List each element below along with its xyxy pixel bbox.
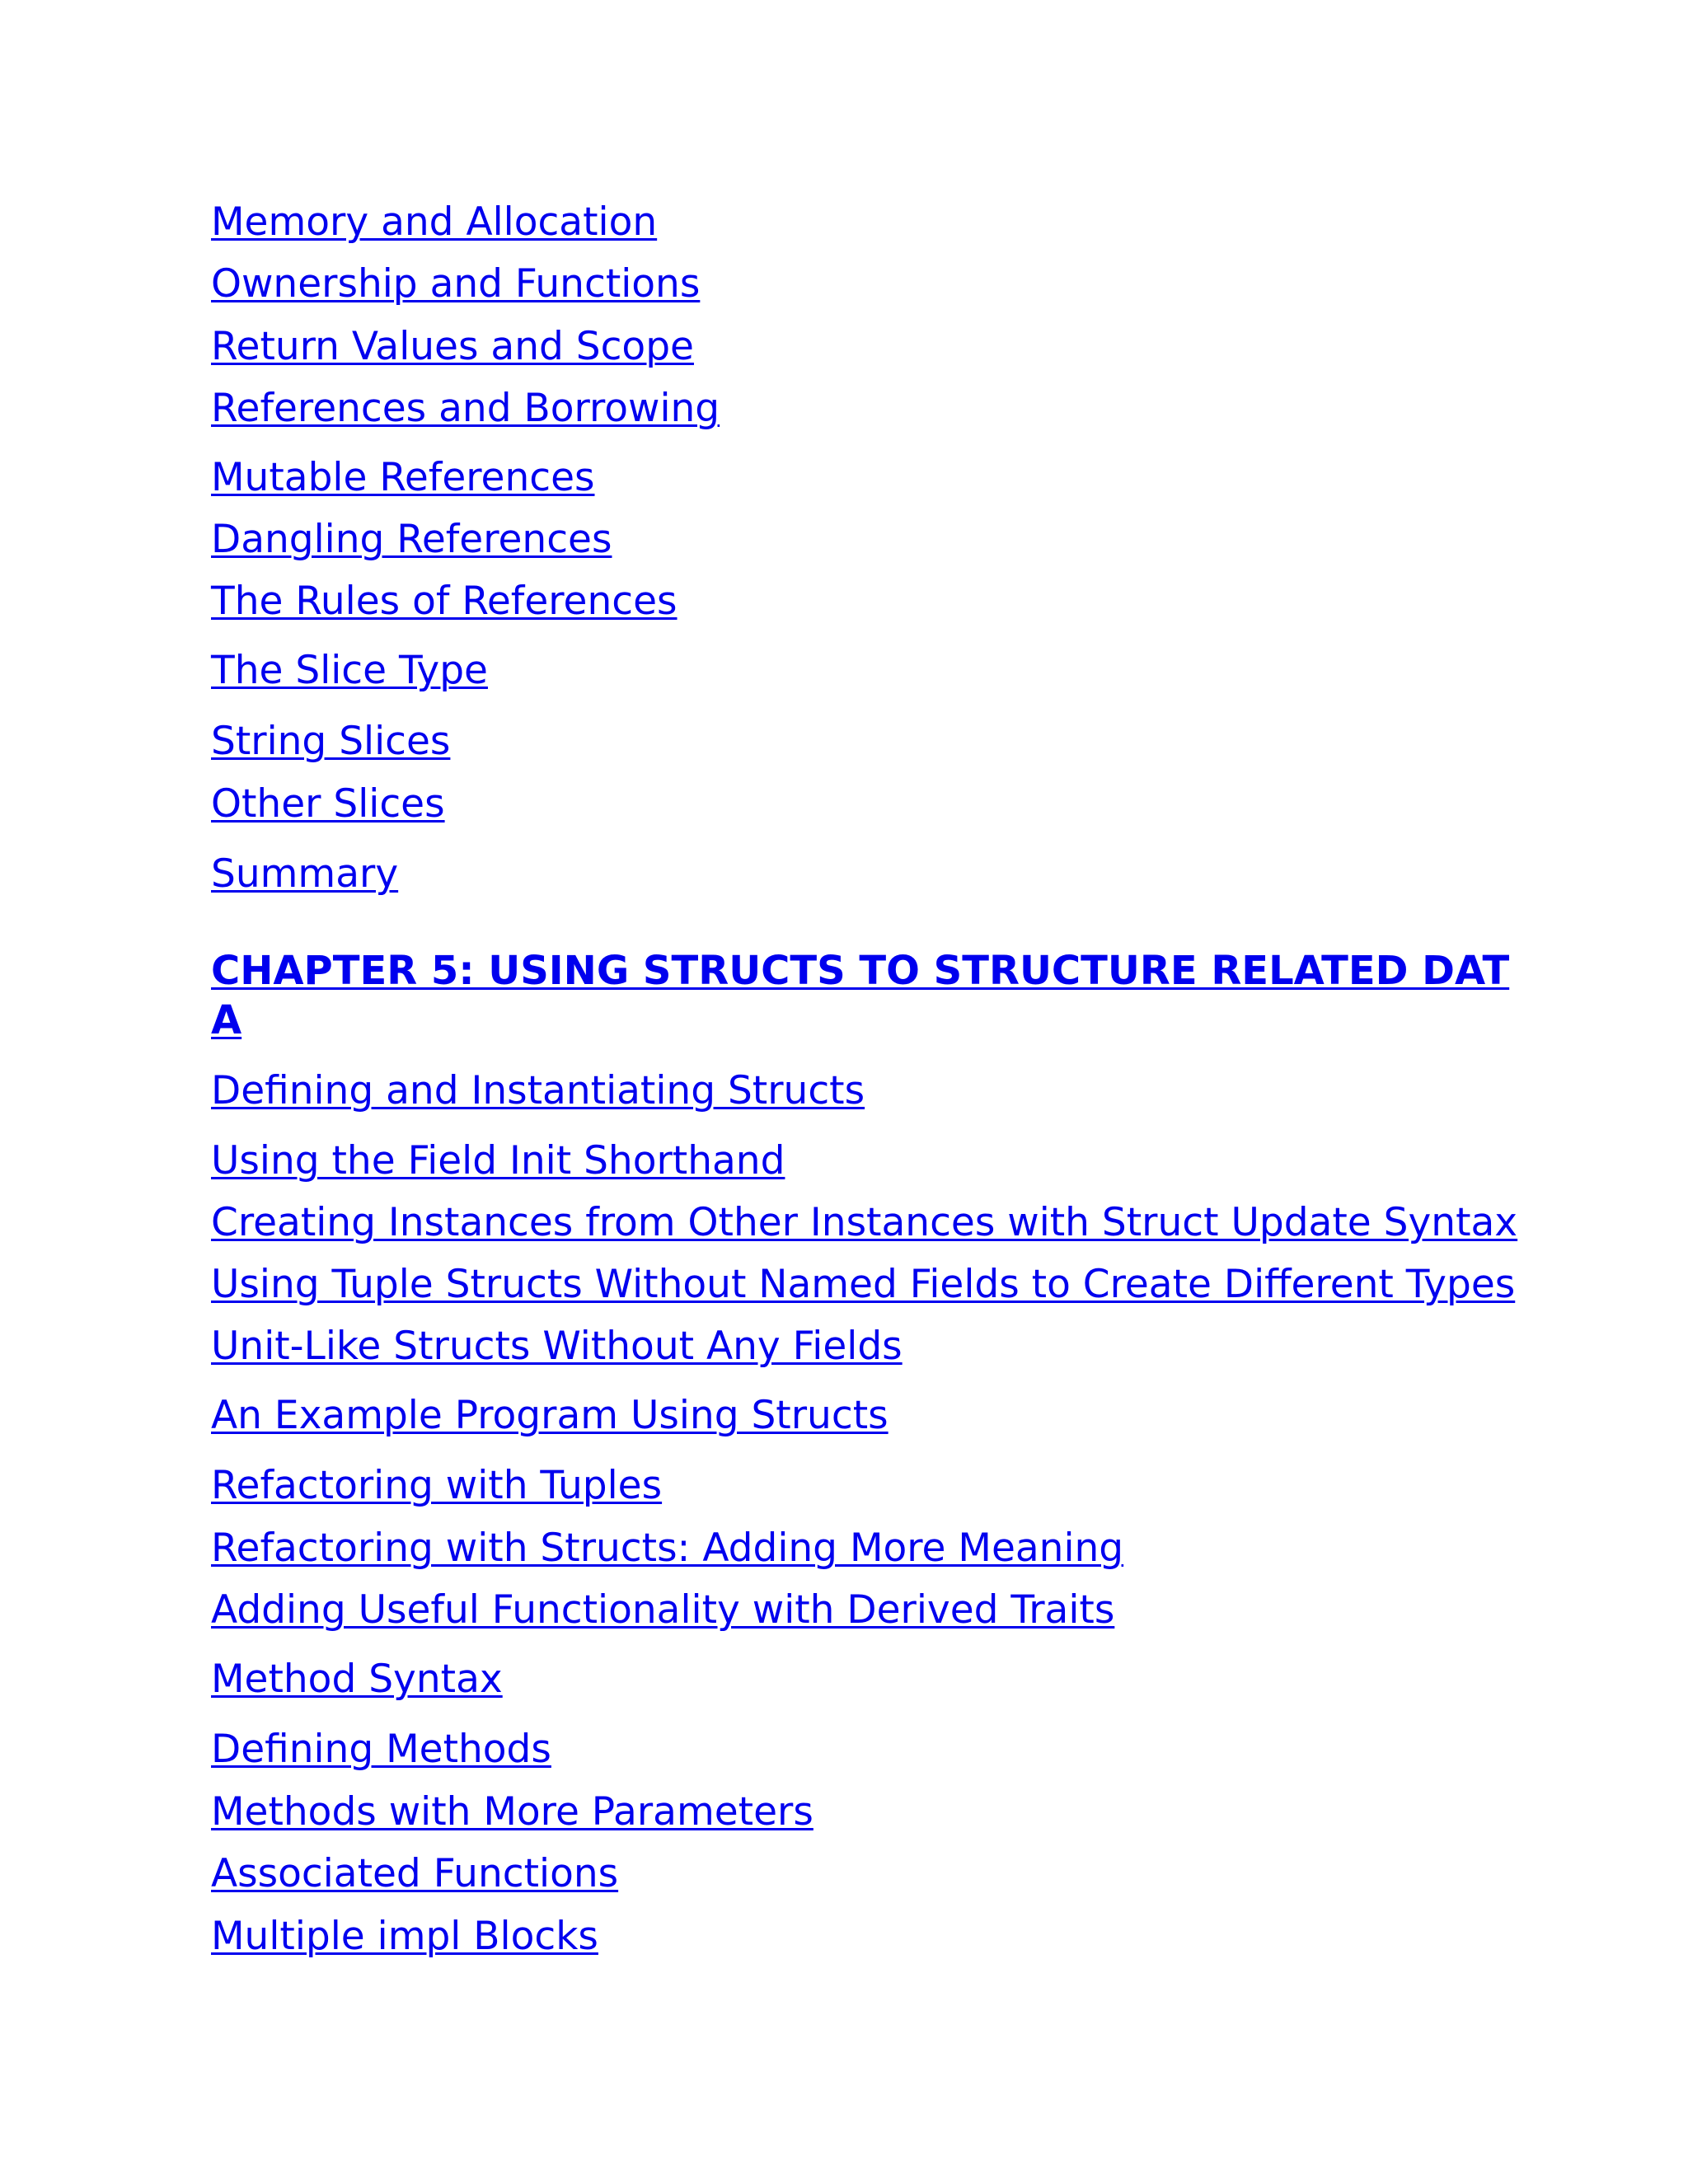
toc-link-refactoring-with-structs[interactable]: Refactoring with Structs: Adding More Meaning bbox=[211, 1526, 1124, 1571]
chapter-5-heading-link[interactable] bbox=[211, 946, 1510, 1045]
toc-link-slice-type[interactable]: The Slice Type bbox=[211, 648, 488, 693]
toc-link-ownership-and-functions[interactable]: Ownership and Functions bbox=[211, 261, 701, 307]
toc-link-multiple-impl-blocks[interactable]: Multiple impl Blocks bbox=[211, 1914, 598, 1959]
toc-link-tuple-structs[interactable]: Using Tuple Structs Without Named Fields to Create Different Types bbox=[211, 1262, 1516, 1307]
toc-link-memory-and-allocation[interactable]: Memory and Allocation bbox=[211, 199, 658, 245]
toc-link-refactoring-with-tuples[interactable]: Refactoring with Tuples bbox=[211, 1463, 663, 1508]
toc-link-methods-with-more-parameters[interactable]: Methods with More Parameters bbox=[211, 1789, 814, 1835]
toc-link-defining-and-instantiating-structs[interactable]: Defining and Instantiating Structs bbox=[211, 1068, 865, 1113]
toc-link-struct-update-syntax[interactable]: Creating Instances from Other Instances with Struct Update Syntax bbox=[211, 1200, 1518, 1245]
toc-link-mutable-references[interactable]: Mutable References bbox=[211, 455, 595, 500]
toc-link-method-syntax[interactable]: Method Syntax bbox=[211, 1657, 503, 1702]
chapter-5-heading-line2: A bbox=[211, 997, 242, 1043]
toc-link-string-slices[interactable]: String Slices bbox=[211, 719, 451, 764]
chapter-5-heading-line1: CHAPTER 5: USING STRUCTS TO STRUCTURE RELATED DAT bbox=[211, 948, 1510, 994]
toc-link-unit-like-structs[interactable]: Unit-Like Structs Without Any Fields bbox=[211, 1324, 903, 1369]
toc-link-field-init-shorthand[interactable]: Using the Field Init Shorthand bbox=[211, 1138, 785, 1183]
toc-link-associated-functions[interactable]: Associated Functions bbox=[211, 1851, 619, 1896]
toc-link-dangling-references[interactable]: Dangling References bbox=[211, 517, 612, 562]
toc-link-rules-of-references[interactable]: The Rules of References bbox=[211, 579, 678, 624]
toc-link-defining-methods[interactable]: Defining Methods bbox=[211, 1727, 551, 1772]
toc-link-derived-traits[interactable]: Adding Useful Functionality with Derived Traits bbox=[211, 1587, 1115, 1633]
toc-link-summary[interactable]: Summary bbox=[211, 851, 399, 897]
toc-link-return-values-and-scope[interactable]: Return Values and Scope bbox=[211, 324, 694, 369]
toc-link-references-and-borrowing[interactable]: References and Borrowing bbox=[211, 386, 720, 431]
toc-link-other-slices[interactable]: Other Slices bbox=[211, 781, 445, 827]
toc-link-example-program-using-structs[interactable]: An Example Program Using Structs bbox=[211, 1393, 889, 1438]
